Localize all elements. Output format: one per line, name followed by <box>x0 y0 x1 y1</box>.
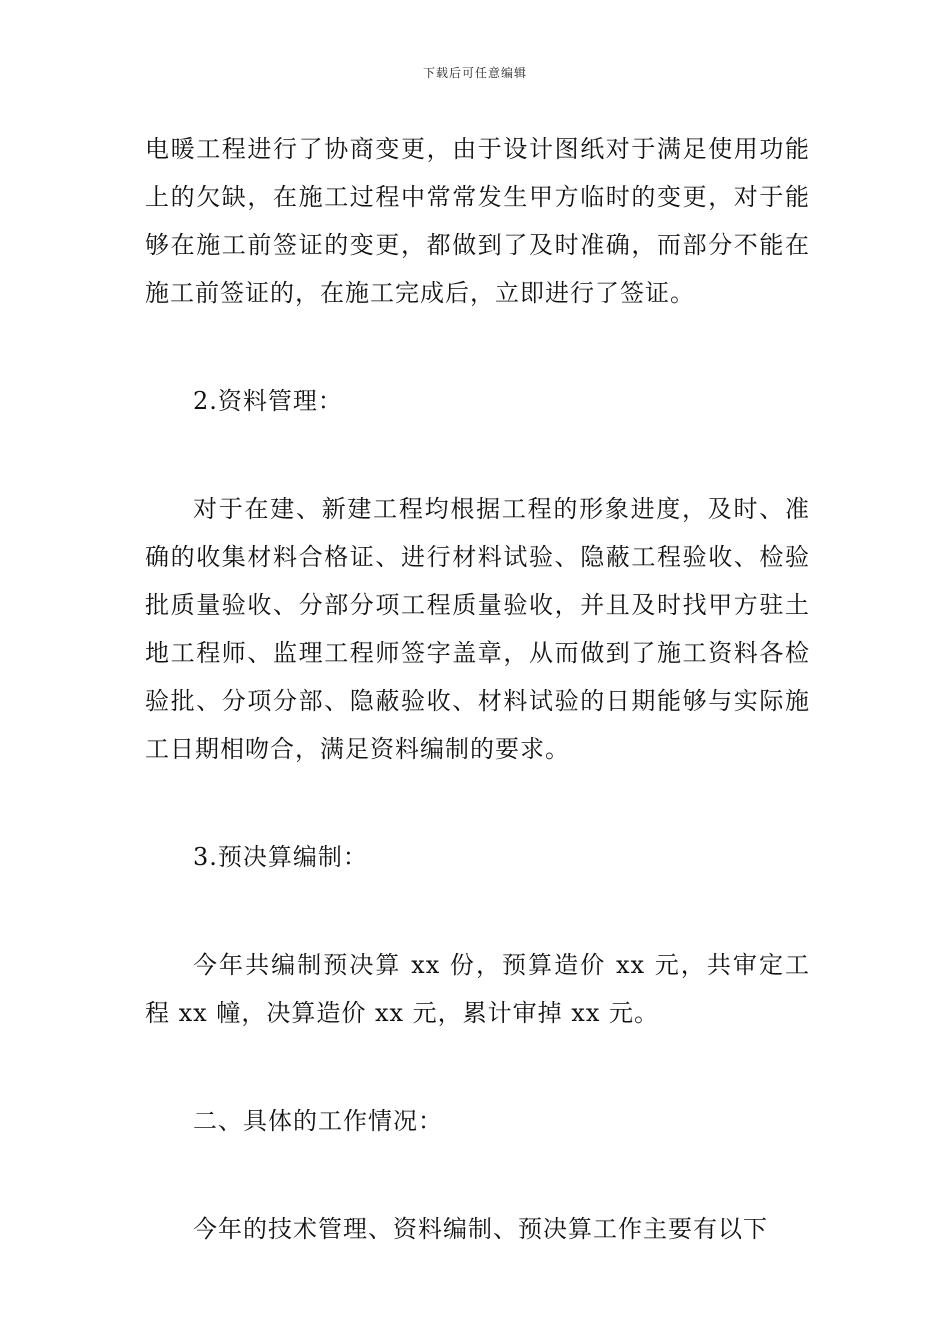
paragraph-document-management: 对于在建、新建工程均根据工程的形象进度，及时、准确的收集材料合格证、进行材料试验、隐蔽工程验收、检验批质量验收、分部分项工程质量验收，并且及时找甲方驻土地工程师、监理工程师签字盖章，从而做到了施工资料各检验批、分项分部、隐蔽验收、材料试验的日期能够与实际施工日期相吻合，满足资料编制的要求。 <box>145 495 810 763</box>
heading-budget-preparation: 3.预决算编制： <box>193 843 368 871</box>
paragraph-work-details: 今年的技术管理、资料编制、预决算工作主要有以下 <box>193 1215 768 1243</box>
document-body <box>145 125 810 1253</box>
heading-document-management: 2.资料管理： <box>193 387 343 415</box>
paragraph-heating-changes: 电暖工程进行了协商变更，由于设计图纸对于满足使用功能上的欠缺，在施工过程中常常发生甲方临时的变更，对于能够在施工前签证的变更，都做到了及时准确，而部分不能在施工前签证的，在施工完成后，立即进行了签证。 <box>145 135 810 307</box>
heading-work-details: 二、具体的工作情况： <box>193 1107 443 1135</box>
page-header-note: 下载后可任意编辑 <box>422 66 527 80</box>
paragraph-budget-preparation: 今年共编制预决算 xx 份，预算造价 xx 元，共审定工程 xx 幢，决算造价 xx 元，累计审掉 xx 元。 <box>145 951 810 1027</box>
